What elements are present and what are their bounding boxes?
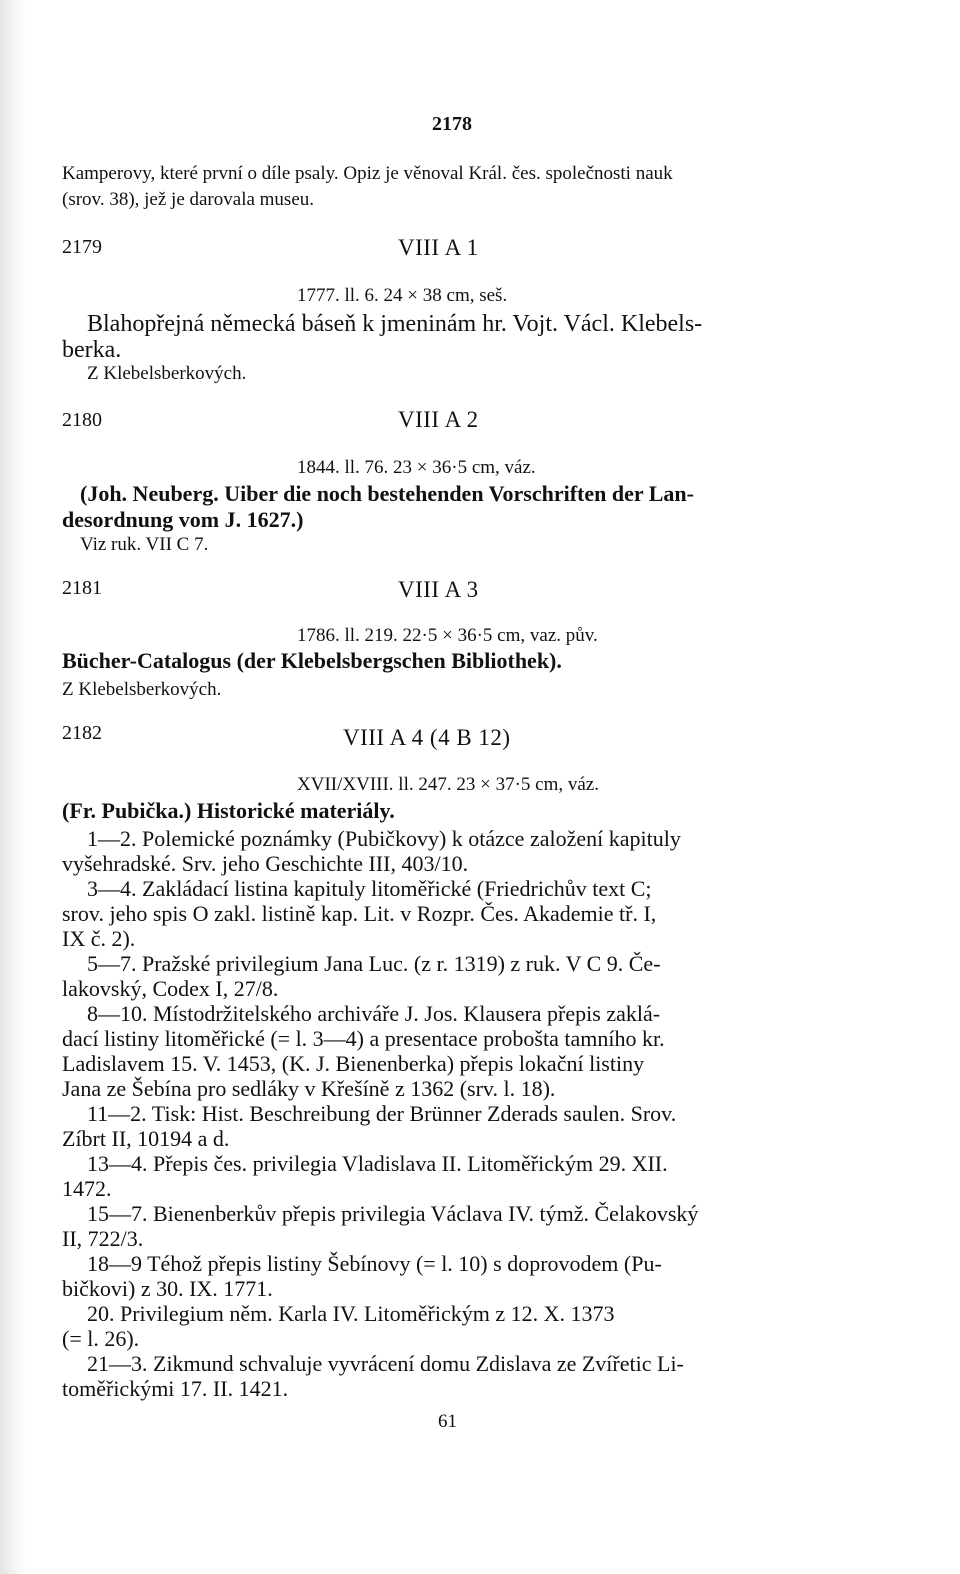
contents-line: vyšehradské. Srv. jeho Geschichte III, 403/10. xyxy=(62,851,469,876)
intro-line-2: (srov. 38), jež je darovala museu. xyxy=(62,189,315,210)
entry-2181-title: Bücher-Catalogus (der Klebelsbergschen Bibliothek). xyxy=(62,648,562,673)
contents-line: 8—10. Místodržitelského archiváře J. Jos. Klausera přepis zaklá- xyxy=(87,1001,661,1026)
folio-number: 61 xyxy=(438,1411,457,1432)
contents-line: 13—4. Přepis čes. privilegia Vladislava II. Litoměřickým 29. XII. xyxy=(87,1151,668,1176)
entry-2180-title-1: (Joh. Neuberg. Uiber die noch bestehenden Vorschriften der Lan- xyxy=(80,481,694,506)
contents-line: 1—2. Polemické poznámky (Pubičkovy) k otázce založení kapituly xyxy=(87,826,681,851)
entry-2180-note: Viz ruk. VII C 7. xyxy=(80,534,209,555)
contents-line: lakovský, Codex I, 27/8. xyxy=(62,976,279,1001)
contents-line: Jana ze Šebína pro sedláky v Křešíně z 1362 (srv. l. 18). xyxy=(62,1076,556,1101)
entry-2179-signature: VIII A 1 xyxy=(398,235,479,260)
contents-line: (= l. 26). xyxy=(62,1326,140,1351)
entry-2179-number: 2179 xyxy=(62,236,102,258)
scan-page-edge xyxy=(0,0,26,1574)
entry-2182-title: (Fr. Pubička.) Historické materiály. xyxy=(62,798,395,823)
contents-line: 15—7. Bienenberkův přepis privilegia Václava IV. týmž. Čelakovský xyxy=(87,1201,699,1226)
contents-line: 1472. xyxy=(62,1176,112,1201)
entry-2182-number: 2182 xyxy=(62,722,102,744)
entry-2182-physical: XVII/XVIII. ll. 247. 23 × 37·5 cm, váz. xyxy=(297,774,599,795)
contents-line: 18—9 Téhož přepis listiny Šebínovy (= l. 10) s doprovodem (Pu- xyxy=(87,1251,662,1276)
contents-line: bičkovi) z 30. IX. 1771. xyxy=(62,1276,273,1301)
entry-2181-provenance: Z Klebelsberkových. xyxy=(62,679,222,700)
contents-line: 20. Privilegium něm. Karla IV. Litoměřickým z 12. X. 1373 xyxy=(87,1301,615,1326)
entry-2179-provenance: Z Klebelsberkových. xyxy=(87,363,247,384)
entry-2180-physical: 1844. ll. 76. 23 × 36·5 cm, váz. xyxy=(297,457,536,478)
entry-2180-signature: VIII A 2 xyxy=(398,407,479,432)
entry-2180-title-2: desordnung vom J. 1627.) xyxy=(62,507,304,532)
entry-2181-physical: 1786. ll. 219. 22·5 × 36·5 cm, vaz. pův. xyxy=(297,625,598,646)
entry-2181-number: 2181 xyxy=(62,577,102,599)
entry-2179-title-2: berka. xyxy=(62,337,122,363)
contents-line: 5—7. Pražské privilegium Jana Luc. (z r. 1319) z ruk. V C 9. Če- xyxy=(87,951,661,976)
intro-line-1: Kamperovy, které první o díle psaly. Opiz je věnoval Král. čes. společnosti nauk xyxy=(62,163,673,184)
entry-2179-physical: 1777. ll. 6. 24 × 38 cm, seš. xyxy=(297,285,508,306)
contents-line: 21—3. Zikmund schvaluje vyvrácení domu Zdislava ze Zvířetic Li- xyxy=(87,1351,684,1376)
contents-line: 3—4. Zakládací listina kapituly litoměřické (Friedrichův text C; xyxy=(87,876,652,901)
entry-2182-signature: VIII A 4 (4 B 12) xyxy=(343,725,511,750)
contents-line: IX č. 2). xyxy=(62,926,136,951)
contents-line: srov. jeho spis O zakl. listině kap. Lit. v Rozpr. Čes. Akademie tř. I, xyxy=(62,901,657,926)
contents-line: toměřickými 17. II. 1421. xyxy=(62,1376,289,1401)
entry-2180-number: 2180 xyxy=(62,409,102,431)
contents-line: dací listiny litoměřické (= l. 3—4) a presentace probošta tamního kr. xyxy=(62,1026,665,1051)
page-number: 2178 xyxy=(432,113,472,135)
contents-line: Zíbrt II, 10194 a d. xyxy=(62,1126,230,1151)
entry-2179-title-1: Blahopřejná německá báseň k jmeninám hr. Vojt. Václ. Klebels- xyxy=(87,311,703,337)
contents-line: 11—2. Tisk: Hist. Beschreibung der Brünner Zderads saulen. Srov. xyxy=(87,1101,677,1126)
entry-2181-signature: VIII A 3 xyxy=(398,577,479,602)
contents-line: Ladislavem 15. V. 1453, (K. J. Bienenberka) přepis lokační listiny xyxy=(62,1051,645,1076)
contents-line: II, 722/3. xyxy=(62,1226,144,1251)
